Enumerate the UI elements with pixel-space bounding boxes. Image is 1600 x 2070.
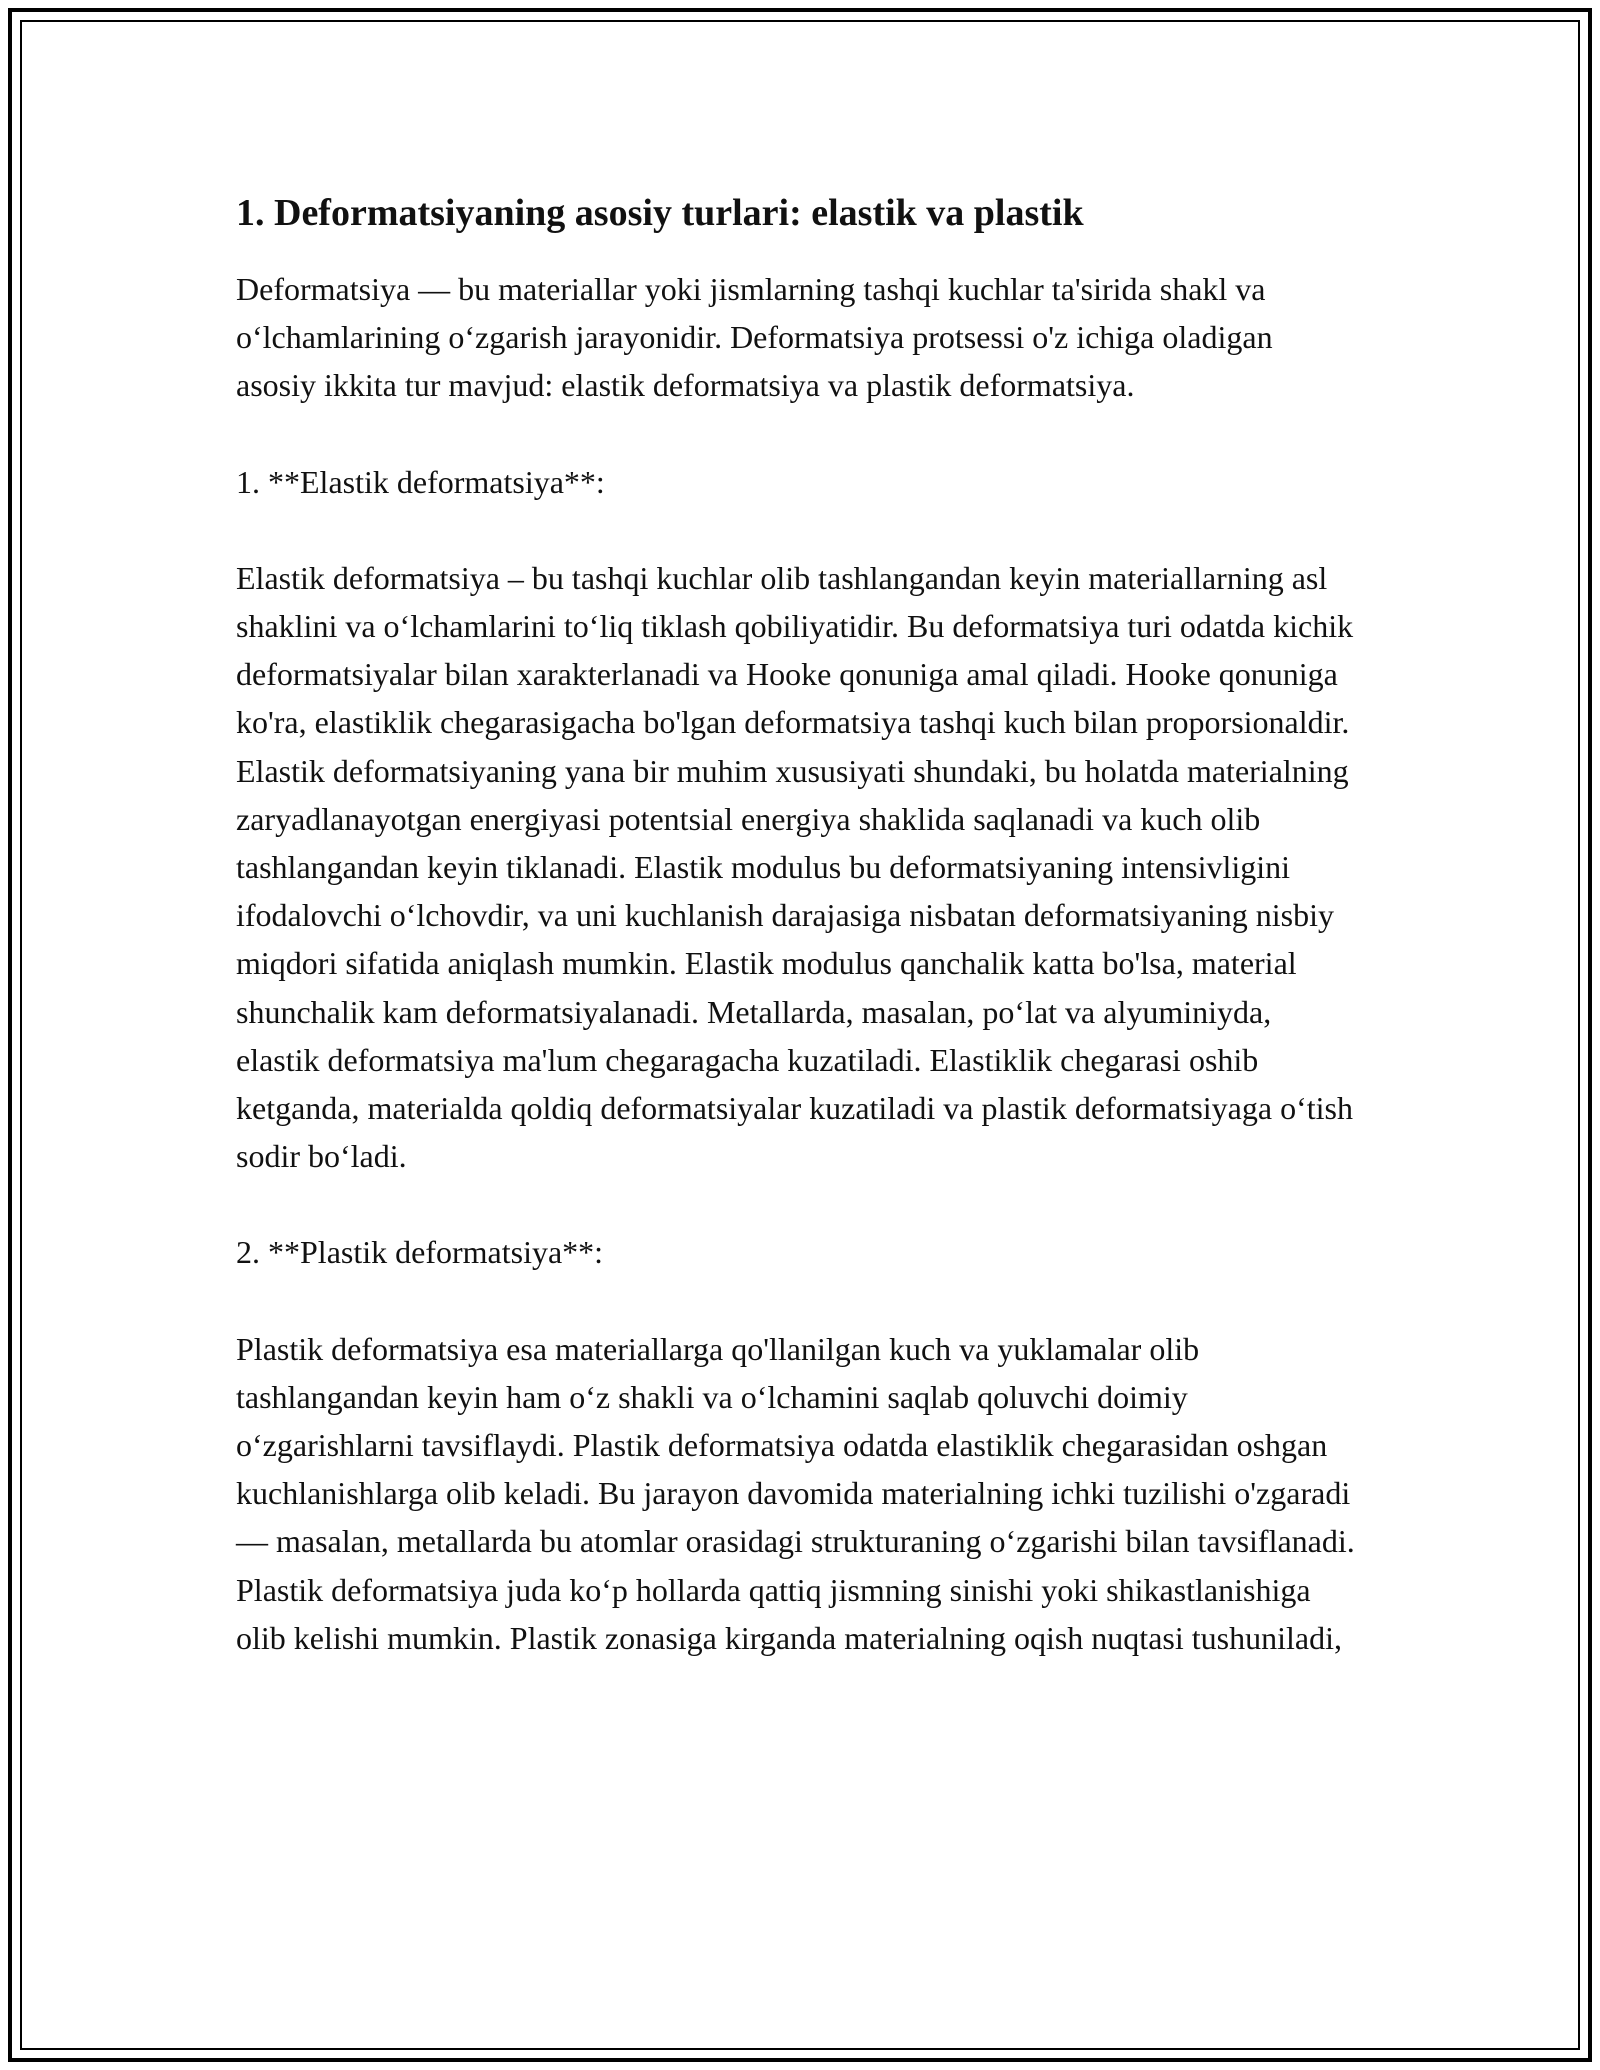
document-body [236, 188, 1356, 1662]
paragraph-spacer [236, 1277, 1356, 1325]
paragraph-spacer [236, 410, 1356, 458]
paragraph-spacer [236, 506, 1356, 554]
page-title: 1. Deformatsiyaning asosiy turlari: elastik va plastik [236, 192, 1084, 234]
intro-paragraph: Deformatsiya — bu materiallar yoki jismlarning tashqi kuchlar ta'sirida shakl va o‘lchamlarining o‘zgarish jarayonidir. Deformatsiya protsessi o'z ichiga oladigan asosiy ikkita tur mavjud: elastik deformatsiya va plastik deformatsiya. [236, 271, 1273, 404]
elastic-paragraph: Elastik deformatsiya – bu tashqi kuchlar olib tashlangandan keyin materiallarning asl shaklini va o‘lchamlarini to‘liq tiklash qobiliyatidir. Bu deformatsiya turi odatda kichik deformatsiyalar bilan xarakterlanadi va Hooke qonuniga amal qiladi. Hooke qonuniga ko'ra, elastiklik chegarasigacha bo'lgan deformatsiya tashqi kuch bilan proporsionaldir. Elastik deformatsiyaning yana bir muhim xususiyati shundaki, bu holatda materialning zaryadlanayotgan energiyasi potentsial energiya shaklida saqlanadi va kuch olib tashlangandan keyin tiklanadi. Elastik modulus bu deformatsiyaning intensivligini ifodalovchi o‘lchovdir, va uni kuchlanish darajasiga nisbatan deformatsiyaning nisbiy miqdori sifatida aniqlash mumkin. Elastik modulus qanchalik katta bo'lsa, material shunchalik kam deformatsiyalanadi. Metallarda, masalan, po‘lat va alyuminiyda, elastik deformatsiya ma'lum chegaragacha kuzatiladi. Elastiklik chegarasi oshib ketganda, materialda qoldiq deformatsiyalar kuzatiladi va plastik deformatsiyaga o‘tish sodir bo‘ladi. [236, 559, 1354, 1175]
paragraph-spacer [236, 1180, 1356, 1228]
section-heading-elastic: 1. **Elastik deformatsiya**: [236, 463, 605, 500]
plastic-paragraph: Plastik deformatsiya esa materiallarga qo'llanilgan kuch va yuklamalar olib tashlangandan keyin ham o‘z shakli va o‘lchamini saqlab qoluvchi doimiy o‘zgarishlarni tavsiflaydi. Plastik deformatsiya odatda elastiklik chegarasidan oshgan kuchlanishlarga olib keladi. Bu jarayon davomida materialning ichki tuzilishi o'zgaradi — masalan, metallarda bu atomlar orasidagi strukturaning o‘zgarishi bilan tavsiflanadi. Plastik deformatsiya juda ko‘p hollarda qattiq jismning sinishi yoki shikastlanishiga olib kelishi mumkin. Plastik zonasiga kirganda materialning oqish nuqtasi tushuniladi, [236, 1330, 1355, 1656]
section-heading-plastic: 2. **Plastik deformatsiya**: [236, 1234, 604, 1271]
